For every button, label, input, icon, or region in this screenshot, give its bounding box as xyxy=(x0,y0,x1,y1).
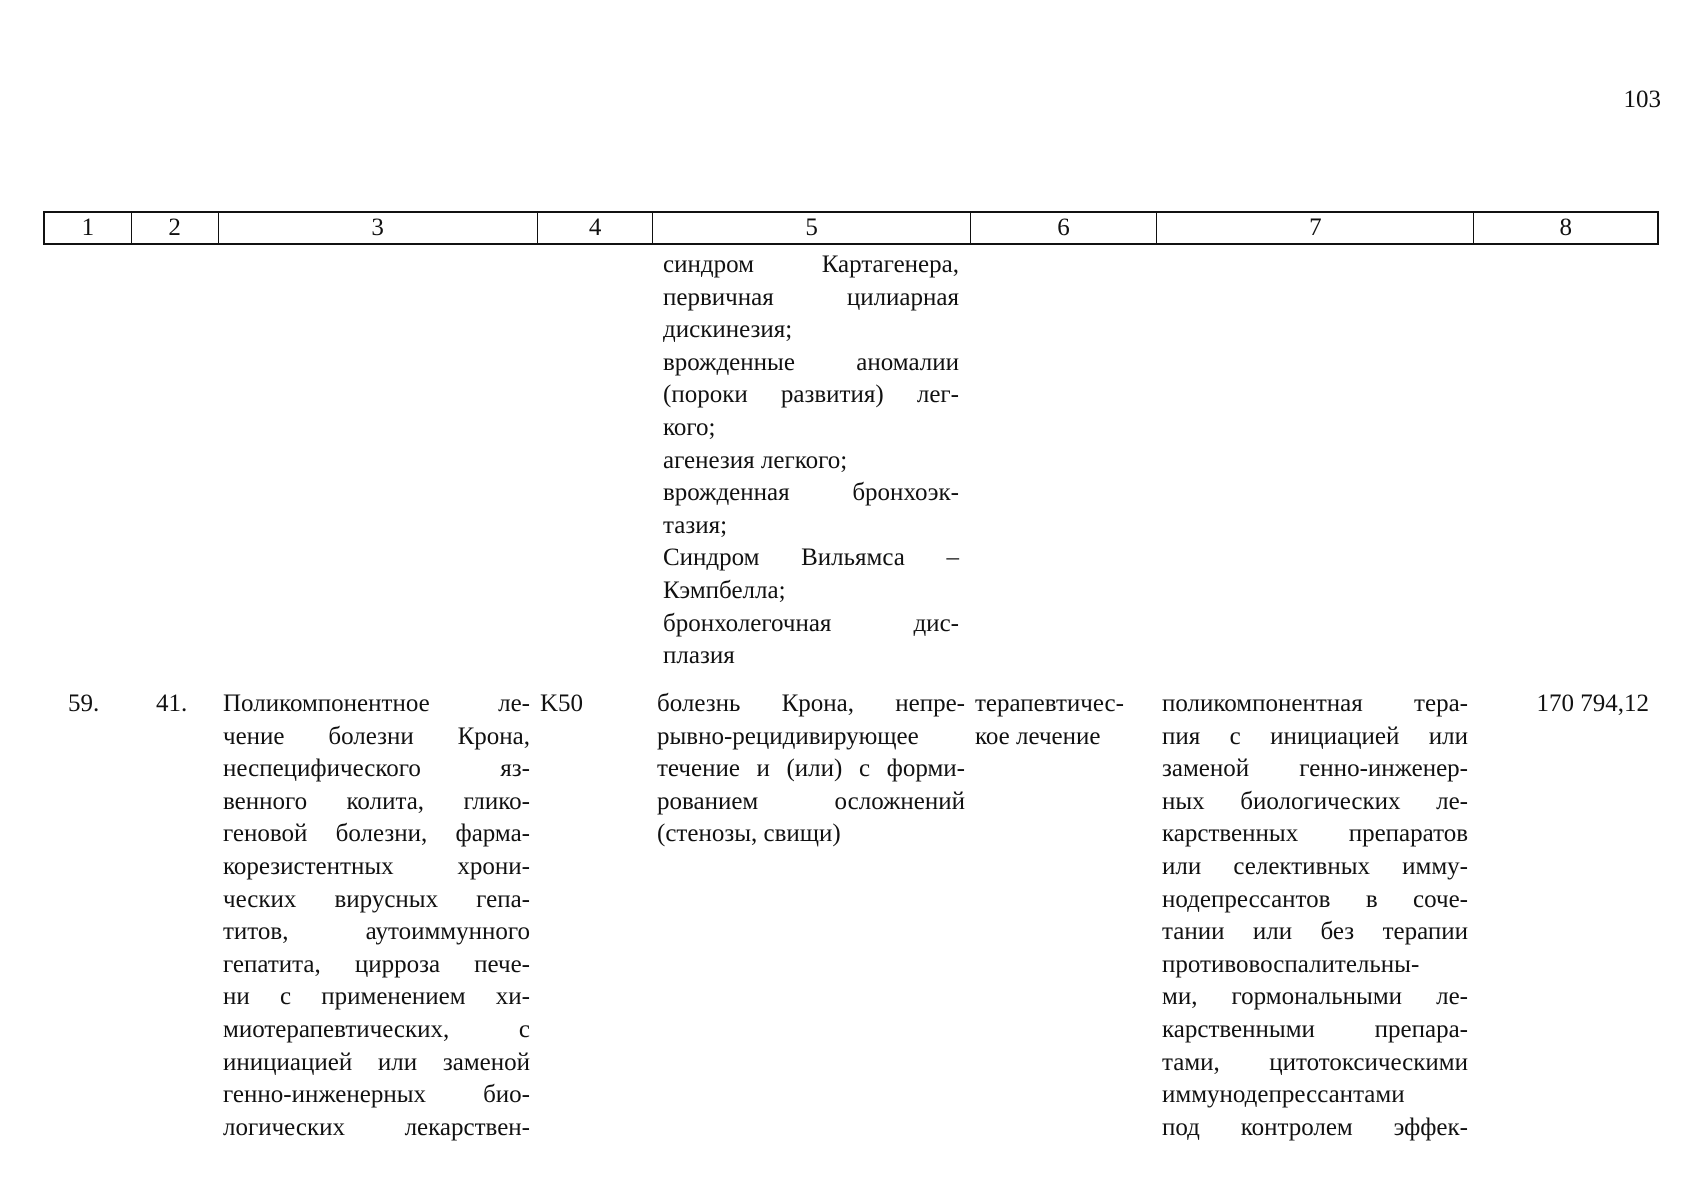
text-line: течение и (или) с форми- xyxy=(657,755,965,783)
text-line: (пороки развития) лег- xyxy=(663,381,959,409)
text-line: логических лекарствен- xyxy=(223,1113,530,1141)
text-line: инициацией или заменой xyxy=(223,1048,530,1076)
text-line: Кэмпбелла; xyxy=(663,576,786,604)
text-line: нодепрессантов в соче- xyxy=(1162,885,1468,913)
text-line: гепатита, цирроза пече- xyxy=(223,950,530,978)
text-line: корезистентных хрони- xyxy=(223,852,530,880)
treatment-type-cell xyxy=(975,688,1150,753)
text-line: тании или без терапии xyxy=(1162,918,1468,946)
text-line: бронхолегочная дис- xyxy=(663,609,959,637)
icd-code-cell: K50 xyxy=(540,690,584,717)
text-line: геновой болезни, фарма- xyxy=(223,820,530,848)
header-col-3: 3 xyxy=(219,213,538,243)
text-line: миотерапевтических, с xyxy=(223,1015,530,1043)
text-line: ческих вирусных гепа- xyxy=(223,885,530,913)
text-line: ных биологических ле- xyxy=(1162,787,1468,815)
diagnosis-cell xyxy=(657,688,965,851)
text-line: рывно-рецидивирующее xyxy=(657,722,919,750)
text-line: врожденные аномалии xyxy=(663,348,959,376)
text-line: кое лечение xyxy=(975,722,1101,750)
treatment-name-cell xyxy=(223,688,530,1144)
text-line: кого; xyxy=(663,413,716,441)
text-line: плазия xyxy=(663,642,735,670)
header-col-1: 1 xyxy=(45,213,132,243)
header-col-2: 2 xyxy=(132,213,219,243)
text-line: поликомпонентная тера- xyxy=(1162,690,1468,717)
text-line: первичная цилиарная xyxy=(663,283,959,311)
text-line: врожденная бронхоэк- xyxy=(663,479,959,507)
page-number: 103 xyxy=(1623,86,1661,113)
text-line: титов, аутоиммунного xyxy=(223,918,530,946)
text-line: ми, гормональными ле- xyxy=(1162,983,1468,1011)
text-line: агенезия легкого; xyxy=(663,446,848,474)
text-line: Синдром Вильямса – xyxy=(663,544,959,572)
header-col-4: 4 xyxy=(538,213,654,243)
treatment-method-cell xyxy=(1162,688,1468,1144)
text-line: иммунодепрессантами xyxy=(1162,1081,1405,1109)
group-number: 41. xyxy=(156,690,188,717)
text-line: чение болезни Крона, xyxy=(223,722,530,750)
text-line: карственными препара- xyxy=(1162,1015,1468,1043)
text-line: тами, цитотоксическими xyxy=(1162,1048,1468,1076)
header-col-8: 8 xyxy=(1559,214,1572,241)
text-line: карственных препаратов xyxy=(1162,820,1468,848)
table-header-row xyxy=(43,211,1659,245)
text-line: (стенозы, свищи) xyxy=(657,820,841,848)
text-line: Поликомпонентное ле- xyxy=(223,690,530,717)
text-line: или селективных имму- xyxy=(1162,852,1468,880)
text-line: заменой генно-инженер- xyxy=(1162,755,1468,783)
text-line: генно-инженерных био- xyxy=(223,1081,530,1109)
header-col-6: 6 xyxy=(971,213,1158,243)
text-line: синдром Картагенера, xyxy=(663,251,959,278)
text-line: неспецифического яз- xyxy=(223,755,530,783)
cost-cell: 170 794,12 xyxy=(1536,690,1649,717)
row-number: 59. xyxy=(68,690,100,717)
text-line: противовоспалительны- xyxy=(1162,950,1420,978)
header-col-5: 5 xyxy=(653,213,970,243)
text-line: венного колита, глико- xyxy=(223,787,530,815)
text-line: ни с применением хи- xyxy=(223,983,530,1011)
text-line: тазия; xyxy=(663,511,728,539)
continued-diagnosis-cell xyxy=(663,249,959,673)
text-line: пия с инициацией или xyxy=(1162,722,1468,750)
header-col-7: 7 xyxy=(1157,213,1474,243)
text-line: дискинезия; xyxy=(663,316,793,344)
text-line: под контролем эффек- xyxy=(1162,1113,1468,1141)
text-line: рованием осложнений xyxy=(657,787,965,815)
text-line: терапевтичес- xyxy=(975,690,1124,717)
text-line: болезнь Крона, непре- xyxy=(657,690,965,717)
